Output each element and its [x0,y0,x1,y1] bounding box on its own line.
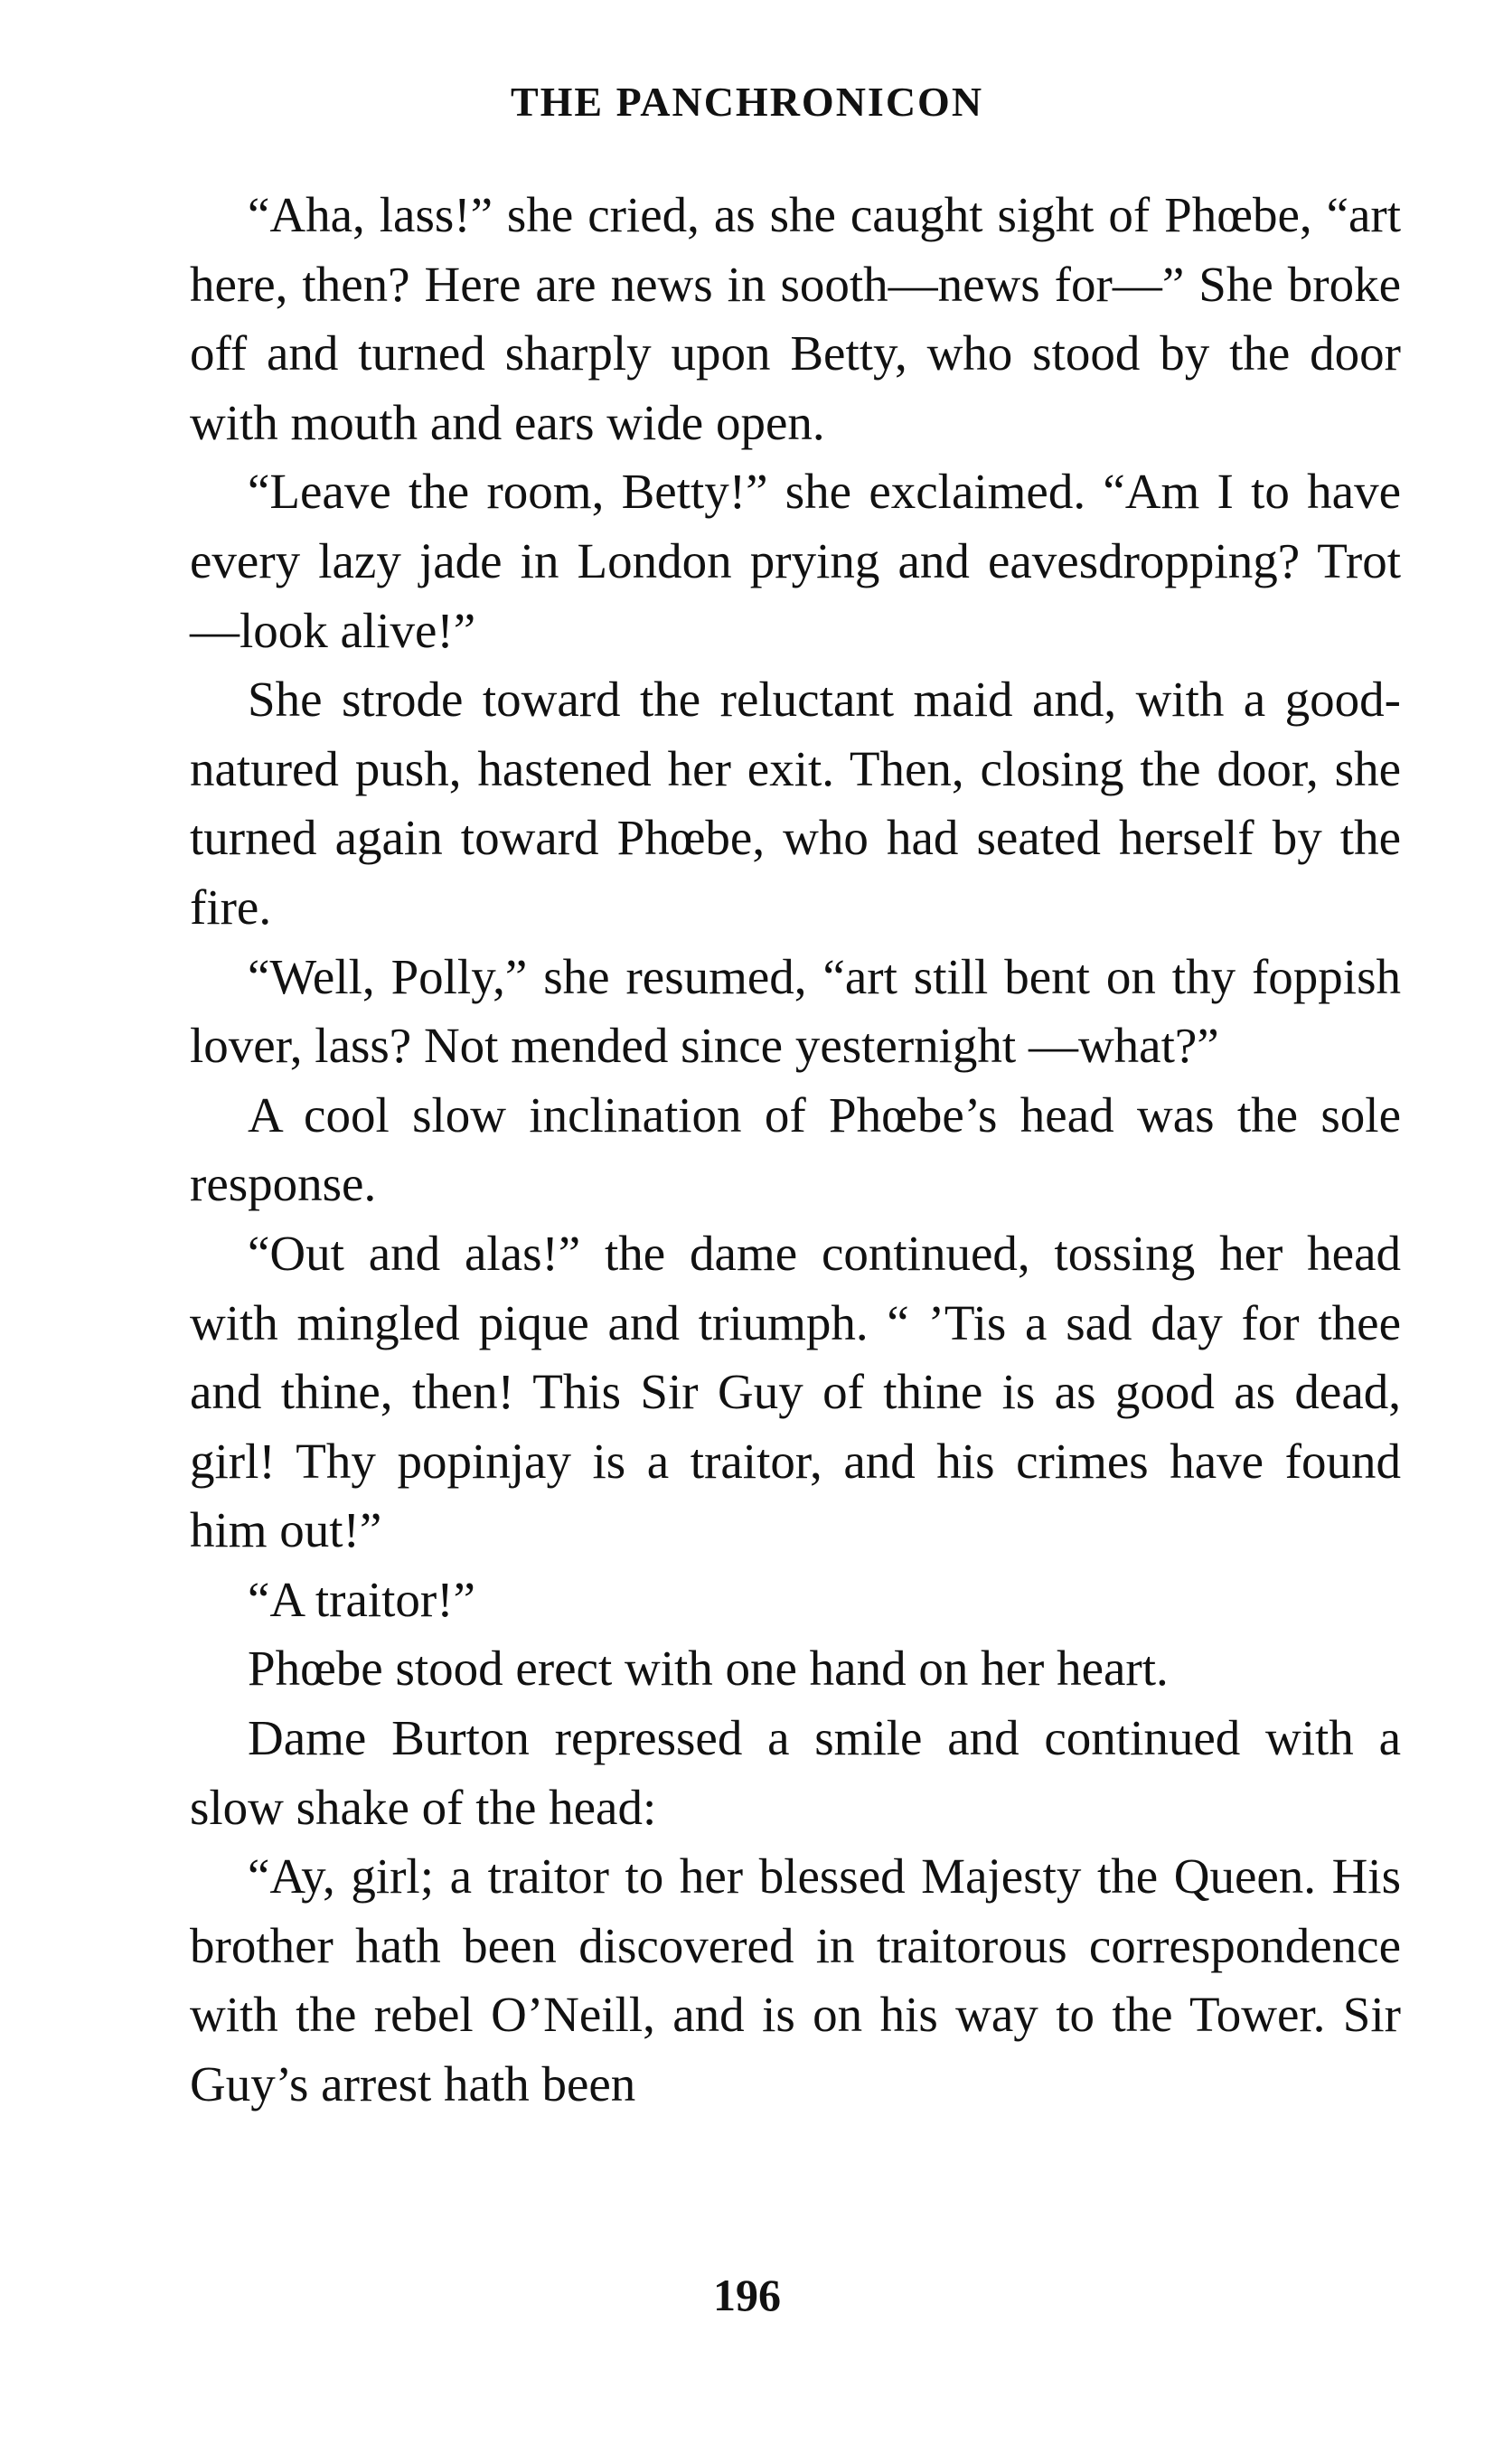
paragraph: “Well, Polly,” she resumed, “art still bent on thy foppish lover, lass? Not mended since yesternight —what?” [190,948,1401,1074]
paragraph: “Aha, lass!” she cried, as she caught sight of Phœbe, “art here, then? Here are news in sooth—news for—” She broke off and turned sharply upon Betty, who stood by the door with mouth and ears wide open. [190,187,1401,450]
paragraph: A cool slow inclination of Phœbe’s head was the sole response. [190,1086,1401,1212]
paragraph: “A traitor!” [248,1571,475,1627]
paragraph: “Out and alas!” the dame continued, tossing her head with mingled pique and triumph. “ ’Tis a sad day for thee and thine, then! This Sir Guy of thine is as good as dead, girl! Thy popinjay is a traitor, and his crimes have found him out!” [190,1225,1401,1558]
body-text [190,181,1401,2120]
paragraph: Dame Burton repressed a smile and continued with a slow shake of the head: [190,1710,1401,1835]
page-number: 196 [713,2270,781,2320]
paragraph: “Ay, girl; a traitor to her blessed Majesty the Queen. His brother hath been discovered in traitorous correspondence with the rebel O’Neill, and is on his way to the Tower. Sir Guy’s arrest hath been [190,1848,1401,2112]
paragraph: Phœbe stood erect with one hand on her heart. [248,1641,1169,1697]
paragraph: She strode toward the reluctant maid and, with a good-natured push, hastened her exit. Then, closing the door, she turned again toward Phœbe, who had seated herself by the fire. [190,672,1401,935]
paragraph: “Leave the room, Betty!” she exclaimed. “Am I to have every lazy jade in London prying and eavesdropping? Trot—look alive!” [190,464,1401,658]
running-head: THE PANCHRONICON [510,79,984,125]
